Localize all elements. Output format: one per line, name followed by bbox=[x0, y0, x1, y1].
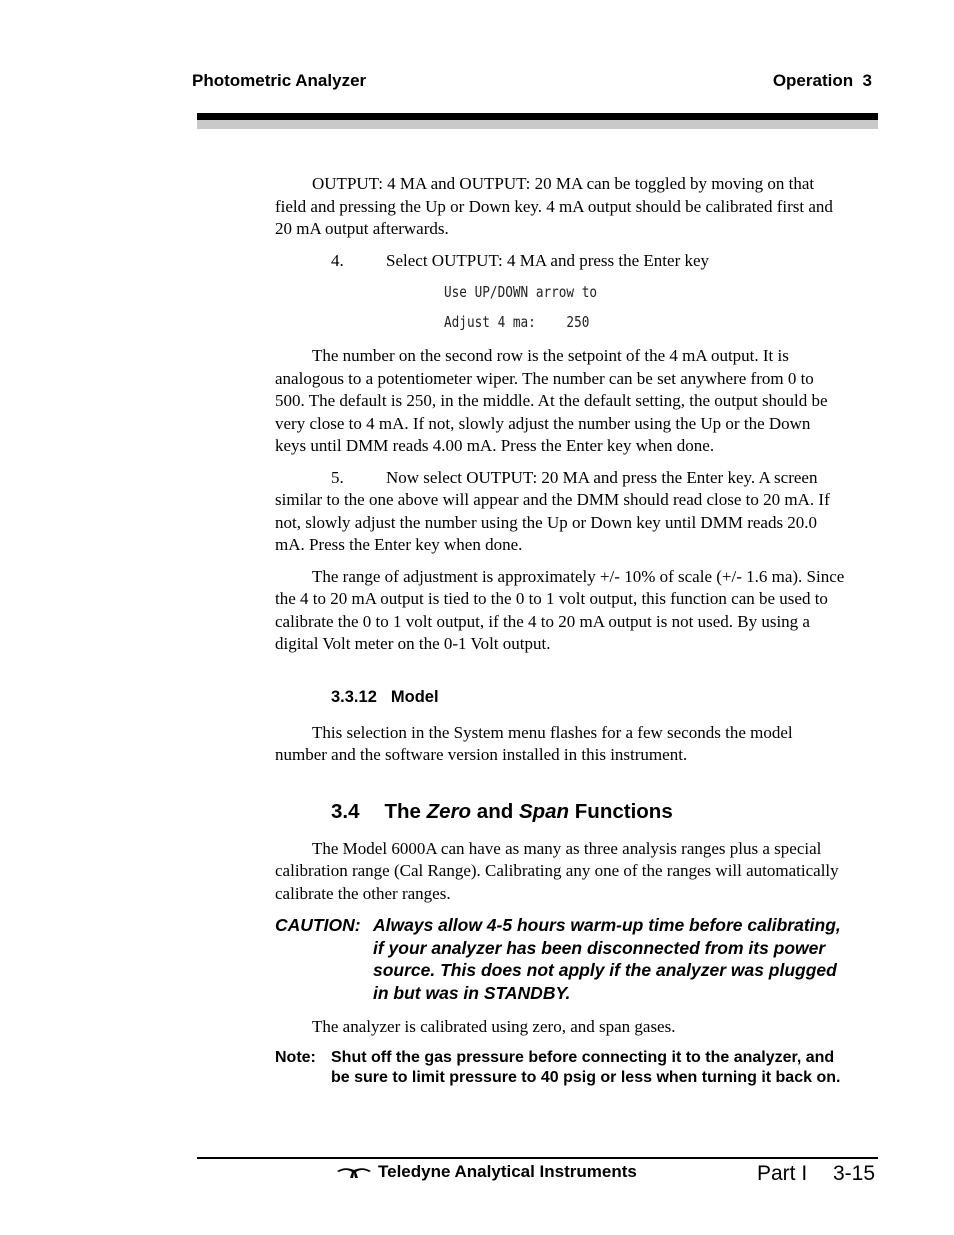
display-line-2: Adjust 4 ma: 250 bbox=[444, 313, 590, 331]
paragraph-ranges: The Model 6000A can have as many as three analysis ranges plus a special calibration range (Cal Range). Calibrating any one of the ranges will automatically calibrate the other ranges. bbox=[275, 838, 839, 903]
header-title: Photometric Analyzer bbox=[192, 71, 367, 90]
footer-brand-text: Teledyne Analytical Instruments bbox=[378, 1162, 637, 1181]
section-title-the: The bbox=[384, 799, 421, 823]
paragraph-calibrated: The analyzer is calibrated using zero, and span gases. bbox=[312, 1017, 676, 1036]
header-rule bbox=[197, 113, 878, 120]
step-5-text: Now select OUTPUT: 20 MA and press the Enter key. A screen similar to the one above will appear and the DMM should read close to 20 mA. If not, slowly adjust the number using the Up or Down key until DMM reads 20.0 mA. Press the Enter key when done. bbox=[275, 467, 830, 554]
teledyne-logo-icon bbox=[336, 1165, 372, 1179]
subsection-heading bbox=[331, 688, 845, 707]
step-5-number: 5. bbox=[331, 467, 344, 487]
section-title-and: and bbox=[476, 799, 514, 823]
subsection-number: 3.3.12 bbox=[331, 687, 377, 706]
step-4 bbox=[275, 250, 845, 273]
footer-page-number: 3-15 bbox=[833, 1162, 876, 1185]
section-heading bbox=[331, 800, 845, 824]
section-number: 3.4 bbox=[331, 799, 360, 823]
header-rule-shadow bbox=[197, 120, 878, 129]
footer-rule bbox=[197, 1157, 878, 1159]
section-title-span: Span bbox=[518, 799, 570, 823]
step-4-text: Select OUTPUT: 4 MA and press the Enter key bbox=[386, 250, 710, 270]
display-line-1: Use UP/DOWN arrow to bbox=[444, 283, 598, 301]
caution-block bbox=[275, 914, 845, 1004]
note-block bbox=[275, 1048, 845, 1089]
step-4-number: 4. bbox=[331, 250, 344, 270]
page-body bbox=[275, 173, 845, 1089]
header-section: Operation 3 bbox=[772, 71, 872, 90]
subsection-title: Model bbox=[390, 687, 439, 706]
footer-brand bbox=[336, 1162, 637, 1182]
footer-part: Part I bbox=[757, 1162, 808, 1185]
caution-text: Always allow 4-5 hours warm-up time before calibrating, if your analyzer has been disconnected from its power source. This does not apply if the analyzer was plugged in but was in STANDBY. bbox=[373, 915, 841, 1003]
section-title-functions: Functions bbox=[574, 799, 673, 823]
note-text: Shut off the gas pressure before connecting it to the analyzer, and be sure to limit pressure to 40 psig or less when turning it back on. bbox=[331, 1048, 841, 1086]
paragraph-output-toggle: OUTPUT: 4 MA and OUTPUT: 20 MA can be toggled by moving on that field and pressing the Up or Down key. 4 mA output should be calibrated first and 20 mA output afterwards. bbox=[275, 174, 833, 238]
step-5 bbox=[275, 467, 845, 557]
note-label: Note: bbox=[275, 1048, 316, 1066]
section-title-zero: Zero bbox=[426, 799, 472, 823]
paragraph-range: The range of adjustment is approximately +/- 10% of scale (+/- 1.6 ma). Since the 4 to 20 mA output is tied to the 0 to 1 volt output, this function can be used to calibrate the 0 to 1 volt output, if the 4 to 20 mA output is not used. By using a digital Volt meter on the 0-1 Volt output. bbox=[275, 566, 845, 653]
paragraph-model: This selection in the System menu flashes for a few seconds the model number and the software version installed in this instrument. bbox=[275, 722, 793, 764]
caution-label: CAUTION: bbox=[275, 915, 361, 935]
paragraph-setpoint: The number on the second row is the setpoint of the 4 mA output. It is analogous to a potentiometer wiper. The number can be set anywhere from 0 to 500. The default is 250, in the middle. At the default setting, the output should be very close to 4 mA. If not, slowly adjust the number using the Up or the Down keys until DMM reads 4.00 mA. Press the Enter key when done. bbox=[275, 346, 828, 455]
